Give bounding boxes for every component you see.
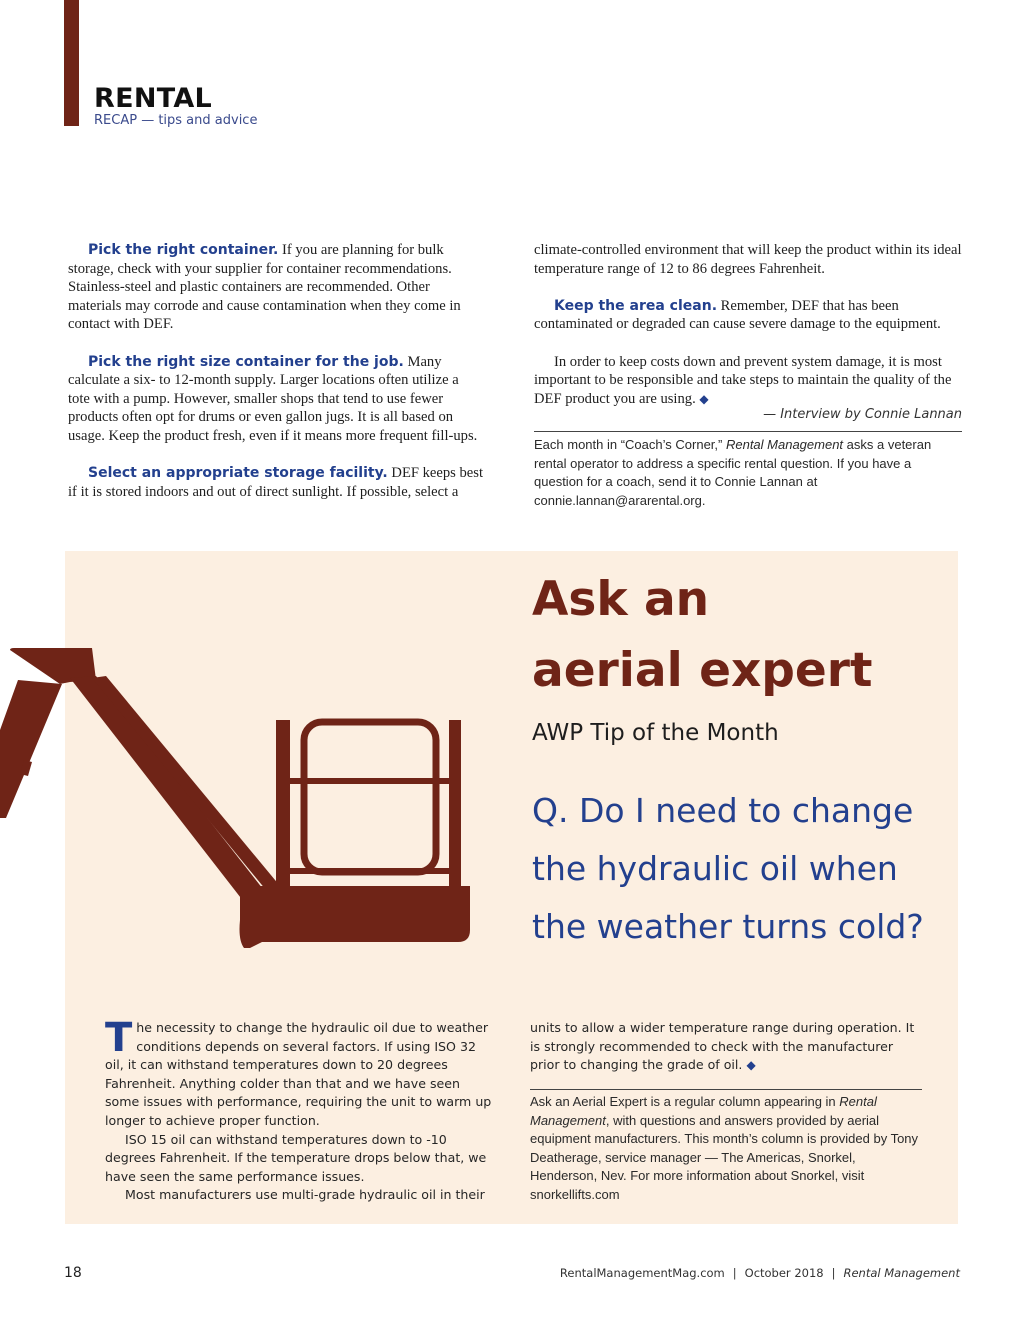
footer-info: RentalManagementMag.com | October 2018 | Rental Management <box>559 1266 960 1280</box>
answer-paragraph: ISO 15 oil can withstand temperatures down to -10 degrees Fahrenheit. If the temperature drops below that, we have seen the same performance issues. <box>105 1131 487 1184</box>
byline: — Interview by Connie Lannan <box>763 407 962 423</box>
column-note: Each month in “Coach’s Corner,” Rental Management asks a veteran rental operator to address a specific rental question. If you have a question for a coach, send it to Connie Lannan at connie.lannan@ararental.org. <box>534 436 932 508</box>
footer-site: RentalManagementMag.com <box>559 1266 725 1280</box>
answer-column-left <box>105 1015 495 1205</box>
paragraph-text: Many calculate a six- to 12-month supply. Larger locations often utilize a tote with a pump. However, smaller shops that tend to use fewer products often opt for drums or even gallon jugs. It is all based on usage. Keep the product fresh, even if it means more frequent fill-ups. <box>68 353 478 444</box>
paragraph-lead: Pick the right container. <box>88 242 279 258</box>
article-paragraph <box>68 353 483 446</box>
paragraph-lead: Pick the right size container for the job. <box>88 353 404 370</box>
paragraph-lead: Keep the area clean. <box>554 297 718 314</box>
paragraph-lead: Select an appropriate storage facility. <box>88 465 388 482</box>
article-paragraph <box>534 297 962 334</box>
page-number: 18 <box>64 1265 82 1281</box>
tip-of-month-label: AWP Tip of the Month <box>532 720 779 746</box>
answer-paragraph: Most manufacturers use multi-grade hydraulic oil in their <box>125 1187 485 1203</box>
answer-paragraph: units to allow a wider temperature range during operation. It is strongly recommended to check with the manufacturer prior to changing the grade of oil. ◆ <box>530 1020 915 1073</box>
aerial-lift-illustration-icon <box>0 640 480 960</box>
article-column-left <box>68 241 483 520</box>
end-mark-icon: ◆ <box>746 1058 756 1073</box>
answer-paragraph: The necessity to change the hydraulic oil due to weather conditions depends on several factors. If using ISO 32 oil, it can withstand temperatures down to 20 degrees Fahrenheit. Anything colder than that and we have seen some issues with performance, requiring the unit to warm up longer to achieve proper function. <box>105 1015 492 1128</box>
paragraph-text: If you are planning for bulk storage, check with your supplier for container recommendations. Stainless-steel and plastic containers are recommended. Other materials may corrode and cause contamination when they come in contact with DEF. <box>68 242 461 333</box>
header-accent-bar <box>64 0 79 126</box>
divider <box>530 1089 922 1090</box>
drop-cap: T <box>105 1015 133 1061</box>
end-mark-icon: ◆ <box>699 391 709 406</box>
question-heading: Q. Do I need to change the hydraulic oil when the weather turns cold? <box>532 791 924 946</box>
article-column-right <box>534 241 962 510</box>
article-paragraph: climate-controlled environment that will keep the product within its ideal temperature range of 12 to 86 degrees Fahrenheit. <box>534 242 962 277</box>
footer-date: October 2018 <box>744 1266 824 1280</box>
aerial-title: Ask an aerial expert <box>532 572 873 698</box>
article-paragraph <box>534 353 962 409</box>
section-title: RENTAL <box>94 83 213 114</box>
paragraph-text: Remember, DEF that has been contaminated or degraded can cause severe damage to the equipment. <box>534 297 941 333</box>
paragraph-text: In order to keep costs down and prevent system damage, it is most important to be responsible and take steps to maintain the quality of the DEF product you are using. <box>534 353 952 407</box>
divider <box>534 431 962 432</box>
article-paragraph <box>68 464 483 501</box>
footer-magazine: Rental Management <box>843 1266 960 1280</box>
section-subtitle: RECAP — tips and advice <box>94 113 258 128</box>
paragraph-text: DEF keeps best if it is stored indoors and out of direct sunlight. If possible, select a <box>68 465 484 500</box>
aerial-column-note: Ask an Aerial Expert is a regular column appearing in Rental Management, with questions and answers provided by aerial equipment manufacturers. This month’s column is provided by Tony Deatherage, service manager — The Americas, Snorkel, Henderson, Nev. For more information about Snorkel, visit snorkellifts.com <box>530 1094 919 1202</box>
article-paragraph <box>68 241 483 334</box>
answer-column-right <box>530 1019 922 1075</box>
